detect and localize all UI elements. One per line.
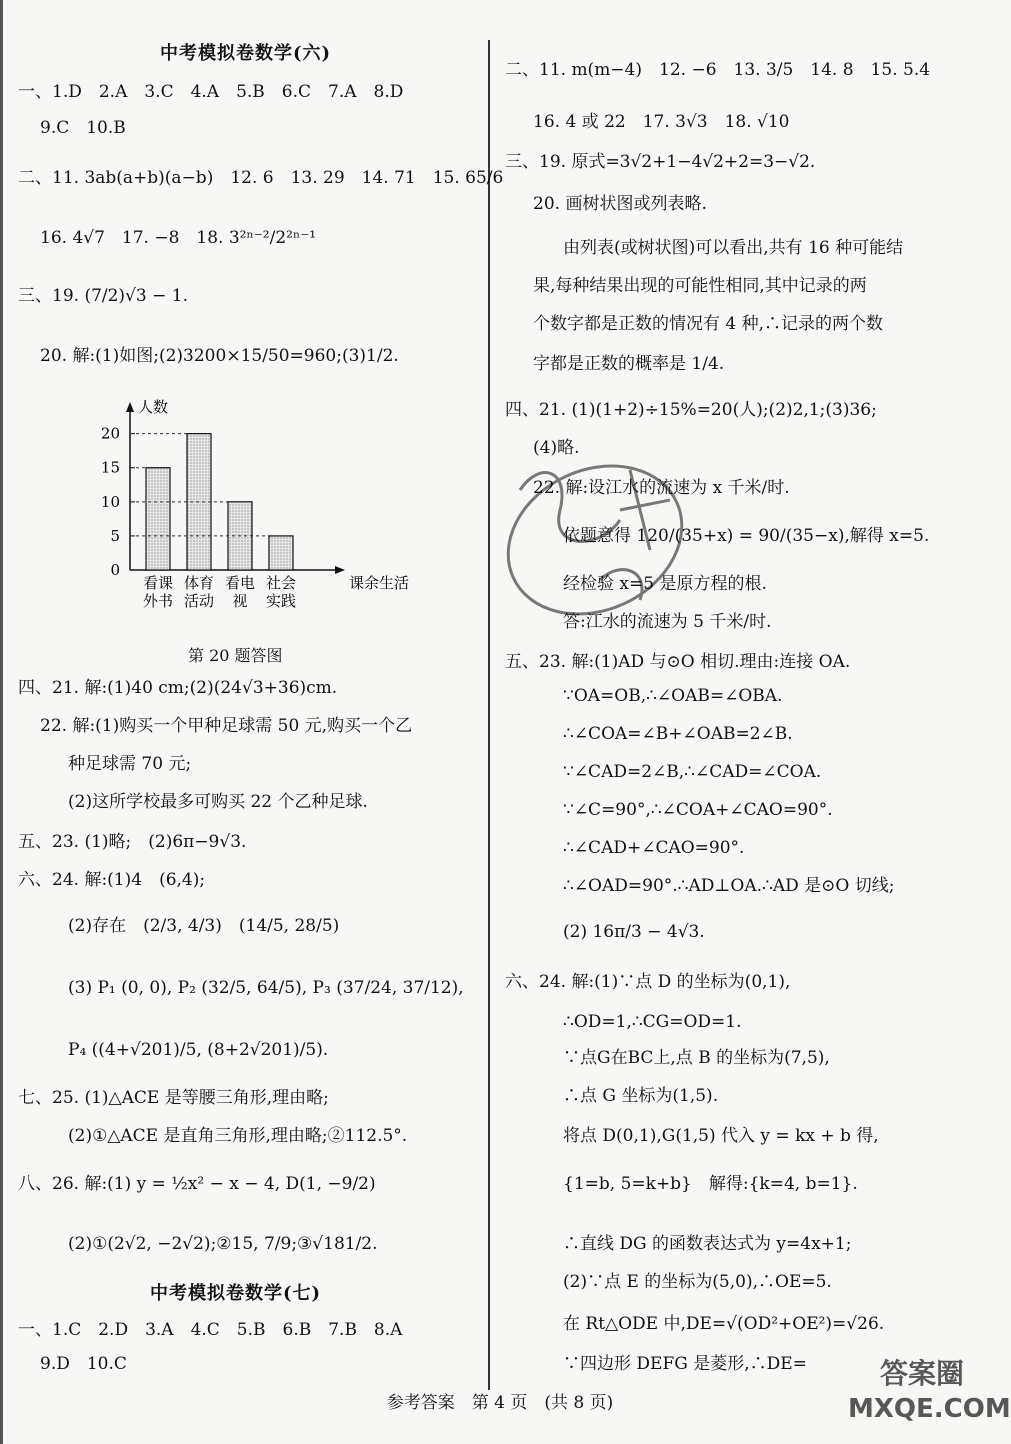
chart-caption: 第 20 题答图 [188,646,283,665]
x-axis-label: 课余生活 [349,574,410,592]
answer-line: ∴直线 DG 的函数表达式为 y=4x+1; [563,1234,852,1254]
answer-line: P₄ ((4+√201)/5, (8+2√201)/5). [68,1040,329,1060]
answer-line: (3) P₁ (0, 0), P₂ (32/5, 64/5), P₃ (37/24, 37/12), [68,978,464,998]
answer-line: 将点 D(0,1),G(1,5) 代入 y = kx + b 得, [563,1126,879,1146]
category-label: 看电 [224,574,256,592]
handwritten-stamp-watermark [480,430,710,650]
answer-line: 六、24. 解:(1)4 (6,4); [18,870,206,890]
answer-line: 种足球需 70 元; [68,754,192,774]
answer-line: 三、19. (7/2)√3 − 1. [18,286,188,306]
answer-line: 经检验 x=5 是原方程的根. [563,574,767,594]
answer-line: (2)①△ACE 是直角三角形,理由略;②112.5°. [68,1126,408,1146]
answer-line: 二、11. m(m−4) 12. −6 13. 3/5 14. 8 15. 5.4 [505,60,931,80]
answer-line: 9.D 10.C [40,1354,127,1374]
answer-line: (2) 16π/3 − 4√3. [563,922,705,942]
answer-line: ∴∠COA=∠B+∠OAB=2∠B. [563,724,793,744]
category-label: 活动 [183,592,215,610]
answer-line: {1=b, 5=k+b} 解得:{k=4, b=1}. [563,1174,858,1194]
bar [269,536,293,570]
answer-line: (2)存在 (2/3, 4/3) (14/5, 28/5) [68,916,340,936]
category-label: 外书 [142,592,174,610]
page-footer: 参考答案 第 4 页 (共 8 页) [386,1393,614,1413]
answer-line: 三、19. 原式=3√2+1−4√2+2=3−√2. [505,152,816,172]
y-tick-label: 20 [100,424,120,443]
answer-line: 四、21. (1)(1+2)÷15%=20(人);(2)2,1;(3)36; [505,400,877,420]
answer-line: 答:江水的流速为 5 千米/时. [563,612,772,632]
bar [146,468,170,570]
brand-watermark: 答案圈 [880,1357,965,1390]
section-title-7: 中考模拟卷数学(七) [150,1283,322,1304]
answer-line: 22. 解:设江水的流速为 x 千米/时. [533,478,790,498]
answer-line: (2)这所学校最多可购买 22 个乙种足球. [68,792,368,812]
answer-line: 五、23. (1)略; (2)6π−9√3. [18,832,247,852]
answer-line: ∴∠OAD=90°.∴AD⊥OA.∴AD 是⊙O 切线; [563,876,895,896]
answer-line: 八、26. 解:(1) y = ½x² − x − 4, D(1, −9/2) [18,1174,376,1194]
y-tick-label: 10 [100,492,120,511]
answer-line: ∴OD=1,∴CG=OD=1. [563,1012,742,1032]
answer-line: 22. 解:(1)购买一个甲种足球需 50 元,购买一个乙 [40,716,413,736]
answer-line: 六、24. 解:(1)∵点 D 的坐标为(0,1), [505,972,791,992]
answer-line: 由列表(或树状图)可以看出,共有 16 种可能结 [563,238,904,258]
section-title-6: 中考模拟卷数学(六) [160,43,332,64]
answer-line: ∵∠C=90°,∴∠COA+∠CAO=90°. [563,800,833,820]
answer-line: ∵四边形 DEFG 是菱形,∴DE= [563,1354,807,1374]
answer-line: 在 Rt△ODE 中,DE=√(OD²+OE²)=√26. [563,1314,885,1334]
answer-line: 9.C 10.B [40,118,126,138]
answer-line: ∵∠CAD=2∠B,∴∠CAD=∠COA. [563,762,822,782]
answer-line: 果,每种结果出现的可能性相同,其中记录的两 [533,276,867,296]
category-label: 实践 [265,592,297,610]
answer-line: 一、1.D 2.A 3.C 4.A 5.B 6.C 7.A 8.D [18,82,404,102]
right-column [495,0,1000,1444]
answer-line: (2)①(2√2, −2√2);②15, 7/9;③√181/2. [68,1234,378,1254]
y-tick-label: 15 [100,458,120,477]
x-axis-arrow [335,566,345,574]
answer-line: (4)略. [533,438,580,458]
answer-line: 16. 4 或 22 17. 3√3 18. √10 [533,112,790,132]
category-label: 体育 [183,574,215,592]
category-label: 看课 [142,574,174,592]
answer-line: ∵OA=OB,∴∠OAB=∠OBA. [563,686,783,706]
answer-line: (2)∵点 E 的坐标为(5,0),∴OE=5. [563,1272,832,1292]
answer-line: 依题意得 120/(35+x) = 90/(35−x),解得 x=5. [563,526,930,546]
y-tick-label: 5 [110,526,120,545]
answer-line: 五、23. 解:(1)AD 与⊙O 相切.理由:连接 OA. [505,652,851,672]
answer-line: 个数字都是正数的情况有 4 种,∴记录的两个数 [533,314,884,334]
y-axis-label: 人数 [138,398,169,416]
answer-line: 20. 解:(1)如图;(2)3200×15/50=960;(3)1/2. [40,346,399,366]
y-axis-arrow [126,402,134,412]
answer-line: 字都是正数的概率是 1/4. [533,354,725,374]
answer-line: 七、25. (1)△ACE 是等腰三角形,理由略; [18,1088,329,1108]
site-watermark: MXQE.COM [848,1394,1011,1424]
category-label: 社会 [265,574,297,592]
answer-line: 一、1.C 2.D 3.A 4.C 5.B 6.B 7.B 8.A [18,1320,403,1340]
answer-line: 20. 画树状图或列表略. [533,194,707,214]
answer-line: ∴点 G 坐标为(1,5). [563,1086,719,1106]
y-tick-label: 0 [110,561,120,579]
category-label: 视 [232,592,248,610]
answer-line: 16. 4√7 17. −8 18. 3²ⁿ⁻²/2²ⁿ⁻¹ [40,228,317,248]
bar-chart [88,396,410,626]
answer-line: 二、11. 3ab(a+b)(a−b) 12. 6 13. 29 14. 71 15. 65/6 [18,168,504,188]
answer-line: ∴∠CAD+∠CAO=90°. [563,838,745,858]
answer-line: ∵点G在BC上,点 B 的坐标为(7,5), [563,1048,830,1068]
answer-line: 四、21. 解:(1)40 cm;(2)(24√3+36)cm. [18,678,338,698]
